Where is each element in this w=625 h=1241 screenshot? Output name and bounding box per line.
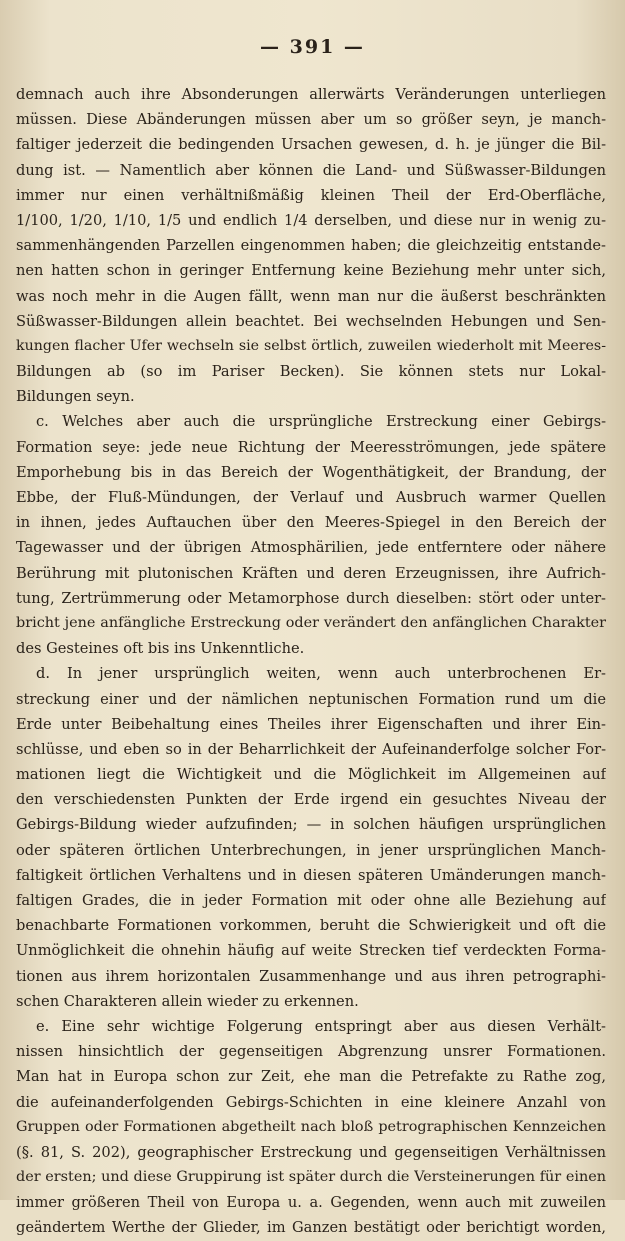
text-line: Man hat in Europa schon zur Zeit, ehe man die Petrefakte zu Rathe zog, xyxy=(16,1068,606,1086)
text-line: in ihnen, jedes Auftauchen über den Meeres-Spiegel in den Bereich der xyxy=(16,514,606,532)
text-line: müssen. Diese Abänderungen müssen aber um so größer seyn, je manch- xyxy=(16,111,606,129)
text-line: bricht jene anfängliche Erstreckung oder verändert den anfänglichen Charakter xyxy=(16,614,606,631)
text-line: nissen hinsichtlich der gegenseitigen Abgrenzung unsrer Formationen. xyxy=(16,1043,606,1061)
text-line: 1/100, 1/20, 1/10, 1/5 und endlich 1/4 derselben, und diese nur in wenig zu- xyxy=(16,211,606,229)
text-line: mationen liegt die Wichtigkeit und die Möglichkeit im Allgemeinen auf xyxy=(16,766,606,784)
text-line: faltiger jederzeit die bedingenden Ursachen gewesen, d. h. je jünger die Bil- xyxy=(16,136,606,154)
text-line: Formation seye: jede neue Richtung der Meeresströmungen, jede spätere xyxy=(16,438,606,456)
text-line: Erde unter Beibehaltung eines Theiles ihrer Eigenschaften und ihrer Ein- xyxy=(16,715,606,733)
text-line: des Gesteines oft bis ins Unkenntliche. xyxy=(16,640,305,658)
text-line: tionen aus ihrem horizontalen Zusammenhange und aus ihren petrographi- xyxy=(16,967,606,985)
text-line: Emporhebung bis in das Bereich der Wogenthätigkeit, der Brandung, der xyxy=(16,463,606,481)
text-line: Berührung mit plutonischen Kräften und deren Erzeugnissen, ihre Aufrich- xyxy=(16,564,606,582)
text-line: was noch mehr in die Augen fällt, wenn man nur die äußerst beschränkten xyxy=(16,287,606,305)
text-line: Unmöglichkeit die ohnehin häufig auf weite Strecken tief verdeckten Forma- xyxy=(16,942,606,960)
text-line: Gebirgs-Bildung wieder aufzufinden; — in solchen häufigen ursprünglichen xyxy=(16,816,606,834)
text-line: sammenhängenden Parzellen eingenommen haben; die gleichzeitig entstande- xyxy=(16,237,606,255)
text-line: dung ist. — Namentlich aber können die Land- und Süßwasser-Bildungen xyxy=(16,161,606,179)
text-line: c. Welches aber auch die ursprüngliche Erstreckung einer Gebirgs- xyxy=(36,413,606,431)
text-line: Gruppen oder Formationen abgetheilt nach bloß petrographischen Kennzeichen xyxy=(16,1118,606,1135)
text-line: (§. 81, S. 202), geographischer Erstreckung und gegenseitigen Verhältnissen xyxy=(16,1143,606,1161)
text-line: faltigkeit örtlichen Verhaltens und in diesen späteren Umänderungen manch- xyxy=(16,866,606,884)
text-line: tung, Zertrümmerung oder Metamorphose durch dieselben: stört oder unter- xyxy=(16,589,606,607)
text-line: faltigen Grades, die in jeder Formation mit oder ohne alle Beziehung auf xyxy=(16,892,606,909)
page-number: — 391 — xyxy=(260,36,365,58)
text-line: die aufeinanderfolgenden Gebirgs-Schichten in eine kleinere Anzahl von xyxy=(16,1093,606,1111)
text-line: immer nur einen verhältnißmäßig kleinen Theil der Erd-Oberfläche, xyxy=(16,186,606,204)
text-line: Tagewasser und der übrigen Atmosphärilien, jede entferntere oder nähere xyxy=(16,539,606,557)
text-line: den verschiedensten Punkten der Erde irgend ein gesuchtes Niveau der xyxy=(16,791,606,809)
text-line: schen Charakteren allein wieder zu erkennen. xyxy=(16,992,359,1010)
text-line: Bildungen seyn. xyxy=(16,388,135,406)
text-line: kungen flacher Ufer wechseln sie selbst örtlich, zuweilen wiederholt mit Meeres- xyxy=(16,337,606,354)
text-line: Süßwasser-Bildungen allein beachtet. Bei wechselnden Hebungen und Sen- xyxy=(16,312,606,330)
body-text xyxy=(16,82,606,1241)
text-line: nen hatten schon in geringer Entfernung keine Beziehung mehr unter sich, xyxy=(16,262,606,280)
text-line: streckung einer und der nämlichen neptunischen Formation rund um die xyxy=(16,690,606,708)
text-line: Bildungen ab (so im Pariser Becken). Sie können stets nur Lokal- xyxy=(16,363,606,381)
text-line: Ebbe, der Fluß-Mündungen, der Verlauf und Ausbruch warmer Quellen xyxy=(16,489,606,506)
text-line: immer größeren Theil von Europa u. a. Gegenden, wenn auch mit zuweilen xyxy=(16,1194,606,1212)
text-line: demnach auch ihre Absonderungen allerwärts Veränderungen unterliegen xyxy=(16,86,606,103)
text-line: d. In jener ursprünglich weiten, wenn auch unterbrochenen Er- xyxy=(36,665,606,683)
text-line: oder späteren örtlichen Unterbrechungen, in jener ursprünglichen Manch- xyxy=(16,841,606,859)
text-line: der ersten; und diese Gruppirung ist später durch die Versteinerungen für einen xyxy=(16,1169,606,1186)
text-line: benachbarte Formationen vorkommen, beruht die Schwierigkeit und oft die xyxy=(16,917,606,935)
text-line: schlüsse, und eben so in der Beharrlichkeit der Aufeinanderfolge solcher For- xyxy=(16,740,606,758)
text-line: geändertem Werthe der Glieder, im Ganzen bestätigt oder berichtigt worden, xyxy=(16,1219,606,1237)
text-line: e. Eine sehr wichtige Folgerung entspringt aber aus diesen Verhält- xyxy=(36,1017,606,1035)
